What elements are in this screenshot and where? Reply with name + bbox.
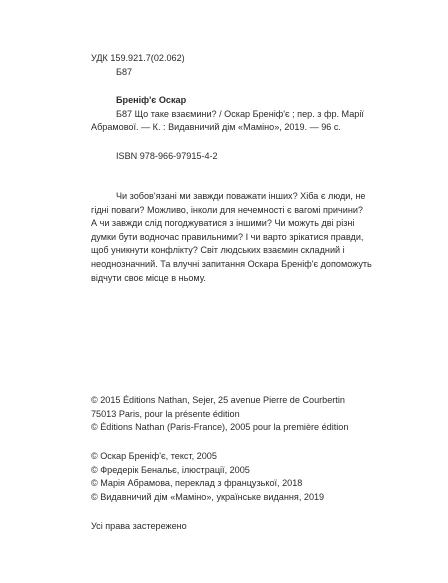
biblio-line: Абрамової. — К. : Видавничий дім «Маміно», 2019. — 96 с. <box>91 122 341 133</box>
rights-notice <box>91 520 411 534</box>
udk-code: УДК 159.921.7(02.062) <box>91 53 185 63</box>
copyright-ukrainian <box>91 450 411 504</box>
copyright-line: © Марія Абрамова, переклад з французької, 2018 <box>91 478 303 489</box>
rights-text: Усі права застережено <box>91 521 187 531</box>
copyright-original <box>91 394 411 435</box>
annotation-line: Чи зобов'язані ми завжди поважати інших? Хіба є люди, не <box>116 191 366 201</box>
author-heading: Бреніф'є Оскар <box>116 95 187 105</box>
annotation <box>91 190 411 285</box>
annotation-line: неоднозначний. Та влучні запитання Оскара Бреніф'є допоможуть <box>91 258 372 269</box>
copyright-line: © Видавничий дім «Маміно», українське видання, 2019 <box>91 491 325 502</box>
copyright-line: © Фредерік Бенальє, ілюстрації, 2005 <box>91 464 250 475</box>
annotation-line: гідні поваги? Можливо, інколи для нечемності є вагомі причини? <box>91 204 363 215</box>
annotation-line: думки бути водночас правильними? І чи варто зрікатися правди, <box>91 231 364 242</box>
isbn-block <box>91 150 411 164</box>
biblio-line: Б87 Що таке взаємини? / Оскар Бреніф'є ; пер. з фр. Марії <box>116 108 364 119</box>
isbn: ISBN 978-966-97915-4-2 <box>116 151 218 161</box>
annotation-line: щоб уникнути конфлікту? Світ людських взаємин складний і <box>91 245 345 256</box>
author-mark: Б87 <box>116 66 133 77</box>
copyright-line: © 2015 Éditions Nathan, Sejer, 25 avenue Pierre de Courbertin <box>91 395 345 405</box>
copyright-line: © Оскар Бреніф'є, текст, 2005 <box>91 451 217 461</box>
annotation-line: А чи завжди слід погоджуватися з іншими? Чи можуть дві різні <box>91 218 355 229</box>
bibliographic-record <box>91 94 411 135</box>
annotation-line: відчути своє місце в ньому. <box>91 272 206 283</box>
copyright-line: © Éditions Nathan (Paris-France), 2005 pour la première édition <box>91 422 349 433</box>
udk-block <box>91 52 411 79</box>
copyright-line: 75013 Paris, pour la présente édition <box>91 408 240 419</box>
